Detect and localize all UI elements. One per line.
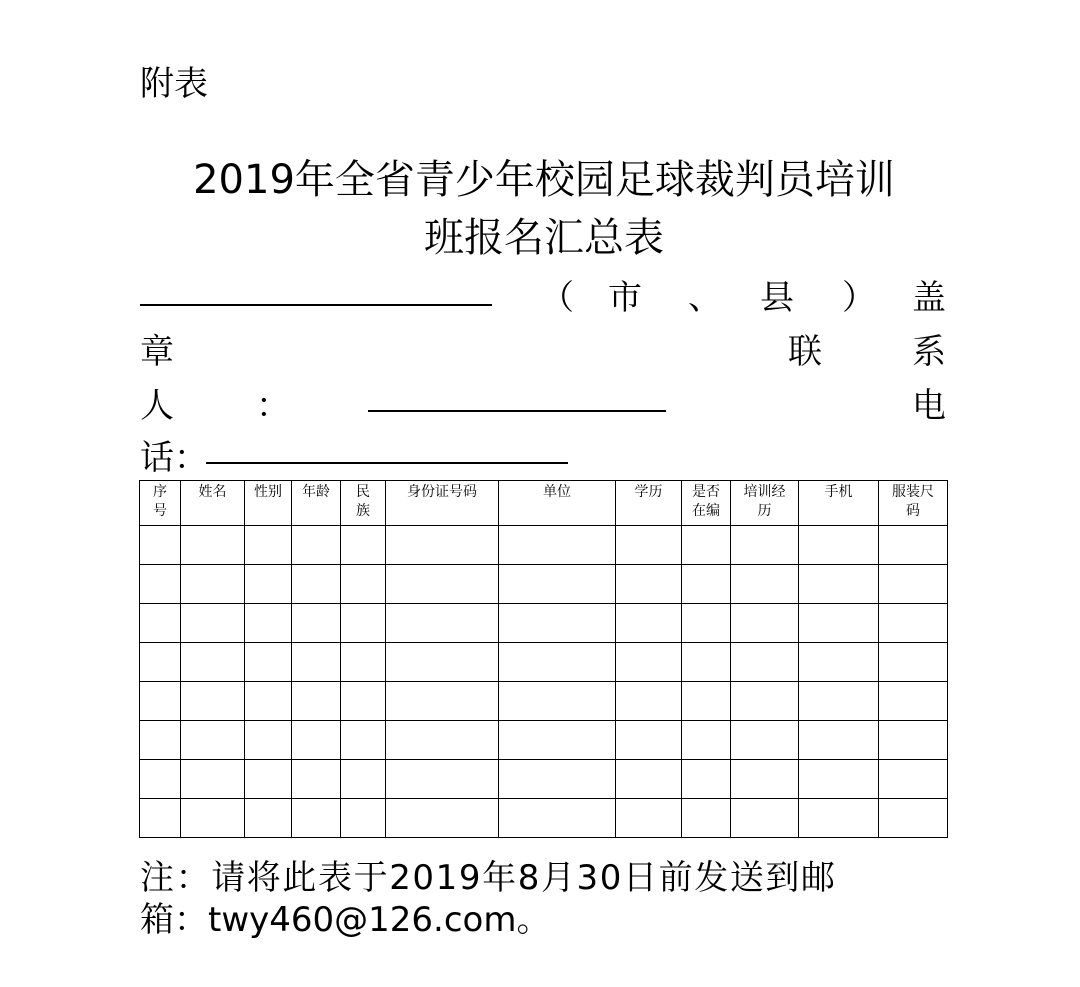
table-cell-unit[interactable]	[499, 760, 616, 799]
document-title-line2: 班报名汇总表	[424, 215, 664, 261]
table-cell-unit[interactable]	[499, 799, 616, 838]
column-header-label: 手机	[824, 484, 853, 500]
table-cell-id_number[interactable]	[386, 643, 499, 682]
column-header-id-number	[386, 481, 499, 526]
table-cell-ethnicity[interactable]	[341, 604, 386, 643]
registration-table	[139, 480, 948, 838]
table-cell-phone[interactable]	[799, 565, 879, 604]
table-cell-phone[interactable]	[799, 760, 879, 799]
table-cell-id_number[interactable]	[386, 526, 499, 565]
table-cell-education[interactable]	[616, 721, 682, 760]
table-cell-on_staff[interactable]	[682, 604, 731, 643]
table-cell-name[interactable]	[181, 526, 245, 565]
table-cell-name[interactable]	[181, 760, 245, 799]
table-body	[140, 526, 948, 838]
table-cell-phone[interactable]	[799, 526, 879, 565]
table-row	[140, 604, 948, 643]
table-cell-seq[interactable]	[140, 721, 181, 760]
table-cell-id_number[interactable]	[386, 604, 499, 643]
header-row-contact	[140, 324, 948, 374]
table-cell-seq[interactable]	[140, 604, 181, 643]
table-cell-uniform_size[interactable]	[879, 604, 948, 643]
city-name-blank[interactable]	[140, 304, 492, 306]
table-cell-education[interactable]	[616, 526, 682, 565]
table-cell-name[interactable]	[181, 604, 245, 643]
column-header-name	[181, 481, 245, 526]
table-cell-on_staff[interactable]	[682, 799, 731, 838]
table-cell-education[interactable]	[616, 799, 682, 838]
table-cell-name[interactable]	[181, 565, 245, 604]
table-cell-training[interactable]	[731, 526, 799, 565]
column-header-label: 身份证号码	[407, 484, 477, 500]
table-cell-age[interactable]	[292, 643, 341, 682]
header-row-phone	[140, 430, 948, 480]
table-row	[140, 682, 948, 721]
table-cell-seq[interactable]	[140, 799, 181, 838]
table-cell-age[interactable]	[292, 526, 341, 565]
table-row	[140, 799, 948, 838]
table-cell-ethnicity[interactable]	[341, 721, 386, 760]
table-cell-training[interactable]	[731, 604, 799, 643]
table-cell-age[interactable]	[292, 682, 341, 721]
contact-person-blank[interactable]	[368, 410, 666, 412]
table-cell-education[interactable]	[616, 682, 682, 721]
table-cell-id_number[interactable]	[386, 760, 499, 799]
table-cell-id_number[interactable]	[386, 565, 499, 604]
table-cell-on_staff[interactable]	[682, 721, 731, 760]
table-cell-uniform_size[interactable]	[879, 682, 948, 721]
table-row	[140, 760, 948, 799]
table-cell-name[interactable]	[181, 721, 245, 760]
table-cell-ethnicity[interactable]	[341, 760, 386, 799]
column-header-label: 培训经 历	[743, 484, 786, 519]
column-header-label: 是否 在编	[692, 484, 720, 519]
table-cell-age[interactable]	[292, 721, 341, 760]
table-cell-name[interactable]	[181, 682, 245, 721]
phone-label: 话：	[140, 438, 208, 478]
column-header-label: 姓名	[198, 484, 227, 500]
table-cell-education[interactable]	[616, 604, 682, 643]
column-header-education	[616, 481, 682, 526]
note-line1: 注：请将此表于2019年8月30日前发送到邮	[140, 858, 837, 898]
phone-char-1: 电	[912, 386, 946, 426]
table-cell-age[interactable]	[292, 604, 341, 643]
contact-char-2: 系	[912, 332, 946, 372]
column-header-unit	[499, 481, 616, 526]
table-cell-gender[interactable]	[245, 799, 292, 838]
column-header-gender	[245, 481, 292, 526]
table-cell-on_staff[interactable]	[682, 526, 731, 565]
column-header-ethnicity	[341, 481, 386, 526]
table-cell-gender[interactable]	[245, 682, 292, 721]
table-cell-id_number[interactable]	[386, 799, 499, 838]
header-row-person-phone	[140, 378, 948, 428]
seal-char-2: 章	[140, 332, 174, 372]
column-header-label: 服装尺 码	[892, 484, 934, 519]
table-row	[140, 721, 948, 760]
table-cell-ethnicity[interactable]	[341, 565, 386, 604]
county-char: 县	[760, 278, 794, 318]
contact-char-1: 联	[788, 332, 822, 372]
table-cell-seq[interactable]	[140, 565, 181, 604]
enum-comma: 、	[688, 278, 722, 318]
column-header-age	[292, 481, 341, 526]
table-cell-gender[interactable]	[245, 526, 292, 565]
column-header-training	[731, 481, 799, 526]
seal-char: 盖	[912, 278, 946, 318]
table-cell-on_staff[interactable]	[682, 760, 731, 799]
column-header-on-staff	[682, 481, 731, 526]
table-cell-name[interactable]	[181, 643, 245, 682]
table-cell-uniform_size[interactable]	[879, 526, 948, 565]
header-row-city-seal	[140, 270, 948, 320]
table-cell-phone[interactable]	[799, 799, 879, 838]
table-row	[140, 643, 948, 682]
column-header-label: 性别	[254, 484, 282, 500]
column-header-uniform-size	[879, 481, 948, 526]
table-cell-seq[interactable]	[140, 760, 181, 799]
appendix-label: 附表	[140, 64, 208, 104]
table-cell-ethnicity[interactable]	[341, 643, 386, 682]
table-cell-education[interactable]	[616, 565, 682, 604]
table-cell-gender[interactable]	[245, 721, 292, 760]
colon: ：	[256, 386, 290, 426]
table-row	[140, 526, 948, 565]
table-cell-uniform_size[interactable]	[879, 760, 948, 799]
table-cell-seq[interactable]	[140, 526, 181, 565]
table-cell-ethnicity[interactable]	[341, 682, 386, 721]
table-cell-name[interactable]	[181, 799, 245, 838]
paren-open: （	[540, 278, 574, 318]
table-cell-gender[interactable]	[245, 643, 292, 682]
table-cell-uniform_size[interactable]	[879, 565, 948, 604]
table-cell-unit[interactable]	[499, 526, 616, 565]
note-line2: 箱：twy460@126.com。	[140, 900, 551, 940]
table-cell-phone[interactable]	[799, 604, 879, 643]
column-header-label: 学历	[634, 484, 663, 500]
table-cell-ethnicity[interactable]	[341, 799, 386, 838]
table-cell-education[interactable]	[616, 760, 682, 799]
table-cell-unit[interactable]	[499, 721, 616, 760]
table-cell-gender[interactable]	[245, 760, 292, 799]
table-cell-uniform_size[interactable]	[879, 721, 948, 760]
table-cell-gender[interactable]	[245, 604, 292, 643]
table-cell-phone[interactable]	[799, 643, 879, 682]
table-cell-education[interactable]	[616, 643, 682, 682]
column-header-phone	[799, 481, 879, 526]
table-header-row	[140, 481, 948, 526]
table-cell-training[interactable]	[731, 682, 799, 721]
table-cell-training[interactable]	[731, 760, 799, 799]
table-cell-seq[interactable]	[140, 682, 181, 721]
table-cell-uniform_size[interactable]	[879, 643, 948, 682]
table-cell-gender[interactable]	[245, 565, 292, 604]
table-cell-training[interactable]	[731, 799, 799, 838]
city-char: 市	[608, 278, 642, 318]
table-cell-unit[interactable]	[499, 565, 616, 604]
table-cell-unit[interactable]	[499, 643, 616, 682]
column-header-seq	[140, 481, 181, 526]
table-cell-on_staff[interactable]	[682, 643, 731, 682]
table-cell-unit[interactable]	[499, 604, 616, 643]
table-cell-phone[interactable]	[799, 721, 879, 760]
table-cell-training[interactable]	[731, 565, 799, 604]
person-char: 人	[140, 386, 174, 426]
paren-close: ）	[842, 278, 876, 318]
column-header-label: 序 号	[153, 484, 167, 519]
column-header-label: 单位	[543, 484, 571, 500]
table-cell-id_number[interactable]	[386, 721, 499, 760]
column-header-label: 民 族	[356, 484, 370, 519]
table-cell-uniform_size[interactable]	[879, 799, 948, 838]
document-title-line1: 2019年全省青少年校园足球裁判员培训	[193, 157, 895, 203]
table-cell-age[interactable]	[292, 565, 341, 604]
phone-blank[interactable]	[206, 462, 568, 464]
table-cell-phone[interactable]	[799, 682, 879, 721]
table-cell-training[interactable]	[731, 721, 799, 760]
table-cell-id_number[interactable]	[386, 682, 499, 721]
table-cell-on_staff[interactable]	[682, 565, 731, 604]
table-cell-age[interactable]	[292, 799, 341, 838]
table-cell-training[interactable]	[731, 643, 799, 682]
table-cell-age[interactable]	[292, 760, 341, 799]
table-cell-ethnicity[interactable]	[341, 526, 386, 565]
column-header-label: 年龄	[302, 484, 330, 500]
table-cell-seq[interactable]	[140, 643, 181, 682]
table-row	[140, 565, 948, 604]
table-cell-unit[interactable]	[499, 682, 616, 721]
table-cell-on_staff[interactable]	[682, 682, 731, 721]
